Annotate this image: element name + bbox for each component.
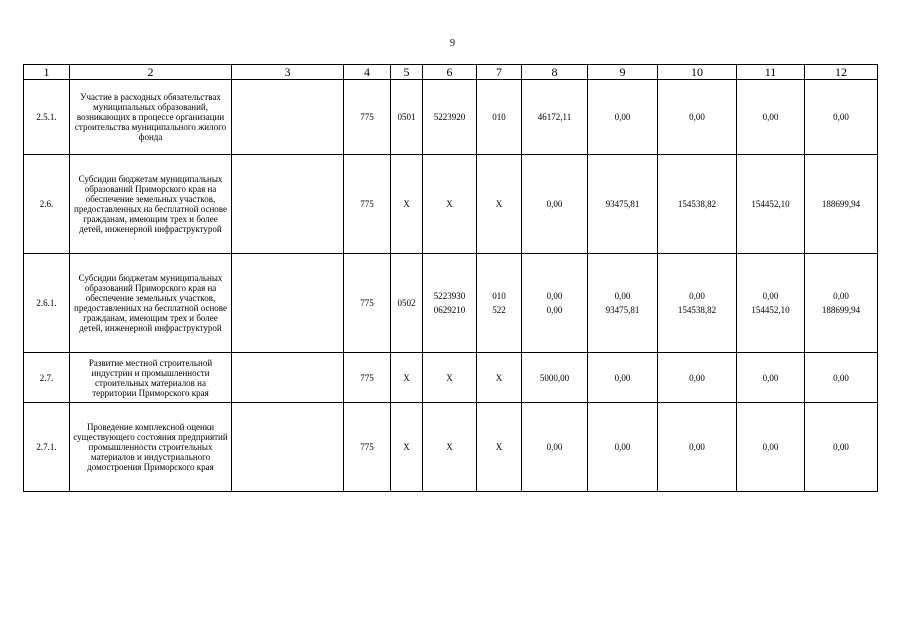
page-number: 9 <box>450 38 455 49</box>
v11-value: 0,00 <box>762 112 779 122</box>
v11-cell <box>737 403 805 492</box>
table-row <box>24 80 878 155</box>
v10-value: 0,00 <box>689 372 705 383</box>
rzpr-cell: Х <box>391 155 423 254</box>
v11-cell <box>737 155 805 254</box>
row-name-cell: Проведение комплексной оценки существующего состояния предприятий промышленности строительных материалов и индустриального домостроения Приморского края <box>70 403 232 492</box>
v8-cell <box>522 80 588 155</box>
column-header: 12 <box>805 65 878 80</box>
csr-value: 5223920 <box>433 112 466 122</box>
v9-value: 93475,81 <box>605 305 640 315</box>
csr-value: 5223930 <box>433 291 466 301</box>
grbs-cell: 775 <box>344 353 391 403</box>
v12-cell <box>805 254 878 353</box>
column-header: 9 <box>588 65 658 80</box>
row-name-cell: Развитие местной строительной индустрии и промышленности строительных материалов на территории Приморского края <box>70 353 232 403</box>
csr-cell <box>423 403 477 492</box>
v8-cell <box>522 403 588 492</box>
csr-cell <box>423 155 477 254</box>
v9-value: 0,00 <box>614 291 631 301</box>
executor-cell <box>232 80 344 155</box>
v10-value: 154538,82 <box>677 305 717 315</box>
column-header: 6 <box>423 65 477 80</box>
grbs-cell: 775 <box>344 254 391 353</box>
v10-value: 154538,82 <box>677 199 717 209</box>
v9-value: 93475,81 <box>605 199 640 209</box>
header-row <box>24 65 878 80</box>
v8-value: 5000,00 <box>539 372 570 383</box>
grbs-cell: 775 <box>344 80 391 155</box>
v8-value: 0,00 <box>546 305 563 315</box>
row-name-cell: Субсидии бюджетам муниципальных образований Приморского края на обеспечение земельных участков, предоставленных на бесплатной основе гражданам, имеющим трех и более детей, инженерной инфраструктурой <box>70 254 232 353</box>
column-header: 2 <box>70 65 232 80</box>
row-name-cell: Субсидии бюджетам муниципальных образований Приморского края на обеспечение земельных участков, предоставленных на бесплатной основе гражданам, имеющим трех и более детей, инженерной инфраструктурой <box>70 155 232 254</box>
v11-value: 0,00 <box>762 442 779 452</box>
rzpr-cell: 0501 <box>391 80 423 155</box>
executor-cell <box>232 353 344 403</box>
v11-cell <box>737 353 805 403</box>
v8-cell <box>522 155 588 254</box>
v10-cell <box>658 254 737 353</box>
v12-value: 188699,94 <box>821 199 861 209</box>
rzpr-cell: Х <box>391 353 423 403</box>
column-header: 1 <box>24 65 70 80</box>
csr-value: Х <box>446 442 453 452</box>
v12-cell <box>805 353 878 403</box>
vr-value: 010 <box>492 291 506 301</box>
v12-cell <box>805 155 878 254</box>
v9-cell <box>588 254 658 353</box>
csr-cell <box>423 80 477 155</box>
vr-cell <box>477 254 522 353</box>
table-row <box>24 353 878 403</box>
v10-cell <box>658 353 737 403</box>
v9-value: 0,00 <box>614 442 631 452</box>
vr-value: Х <box>495 199 503 209</box>
row-number-cell: 2.6. <box>24 155 70 254</box>
v9-value: 0,00 <box>614 372 631 383</box>
grbs-cell: 775 <box>344 403 391 492</box>
table-row <box>24 254 878 353</box>
rzpr-cell: Х <box>391 403 423 492</box>
v8-value: 46172,11 <box>537 112 572 122</box>
v9-cell <box>588 80 658 155</box>
v10-value: 0,00 <box>689 442 705 452</box>
v12-value: 188699,94 <box>821 305 861 315</box>
v12-cell <box>805 80 878 155</box>
vr-value: Х <box>495 442 503 452</box>
v11-value: 0,00 <box>762 372 779 383</box>
row-number-cell: 2.6.1. <box>24 254 70 353</box>
v12-value: 0,00 <box>833 291 849 301</box>
vr-value: 010 <box>492 112 506 122</box>
vr-cell <box>477 403 522 492</box>
vr-cell <box>477 353 522 403</box>
column-header: 4 <box>344 65 391 80</box>
rzpr-cell: 0502 <box>391 254 423 353</box>
table-row <box>24 155 878 254</box>
column-header: 10 <box>658 65 737 80</box>
column-header: 5 <box>391 65 423 80</box>
executor-cell <box>232 254 344 353</box>
executor-cell <box>232 403 344 492</box>
v8-cell <box>522 254 588 353</box>
csr-value: Х <box>446 372 453 383</box>
column-header: 7 <box>477 65 522 80</box>
column-header: 8 <box>522 65 588 80</box>
row-number-cell: 2.7. <box>24 353 70 403</box>
column-header: 11 <box>737 65 805 80</box>
v10-value: 0,00 <box>689 112 705 122</box>
v12-value: 0,00 <box>833 112 849 122</box>
table-row <box>24 403 878 492</box>
csr-value: Х <box>446 199 453 209</box>
v9-value: 0,00 <box>614 112 631 122</box>
v12-value: 0,00 <box>833 442 849 452</box>
v11-cell <box>737 254 805 353</box>
v8-value: 0,00 <box>546 291 563 301</box>
budget-table <box>23 64 878 492</box>
v12-cell <box>805 403 878 492</box>
v10-cell <box>658 155 737 254</box>
v8-cell <box>522 353 588 403</box>
vr-cell <box>477 155 522 254</box>
v9-cell <box>588 155 658 254</box>
row-name-cell: Участие в расходных обязательствах муниципальных образований, возникающих в процессе организации строительства муниципального жилого фонда <box>70 80 232 155</box>
v9-cell <box>588 403 658 492</box>
vr-value: Х <box>495 372 503 383</box>
csr-cell <box>423 254 477 353</box>
v9-cell <box>588 353 658 403</box>
row-number-cell: 2.7.1. <box>24 403 70 492</box>
row-number-cell: 2.5.1. <box>24 80 70 155</box>
vr-cell <box>477 80 522 155</box>
v10-value: 0,00 <box>689 291 705 301</box>
csr-cell <box>423 353 477 403</box>
v11-value: 154452,10 <box>751 305 790 315</box>
v11-value: 0,00 <box>762 291 779 301</box>
csr-value: 0629210 <box>433 305 466 315</box>
v10-cell <box>658 80 737 155</box>
vr-value: 522 <box>492 305 506 315</box>
executor-cell <box>232 155 344 254</box>
v11-value: 154452,10 <box>751 199 790 209</box>
v11-cell <box>737 80 805 155</box>
grbs-cell: 775 <box>344 155 391 254</box>
v8-value: 0,00 <box>546 199 563 209</box>
v8-value: 0,00 <box>546 442 563 452</box>
v10-cell <box>658 403 737 492</box>
column-header: 3 <box>232 65 344 80</box>
v12-value: 0,00 <box>833 372 849 383</box>
